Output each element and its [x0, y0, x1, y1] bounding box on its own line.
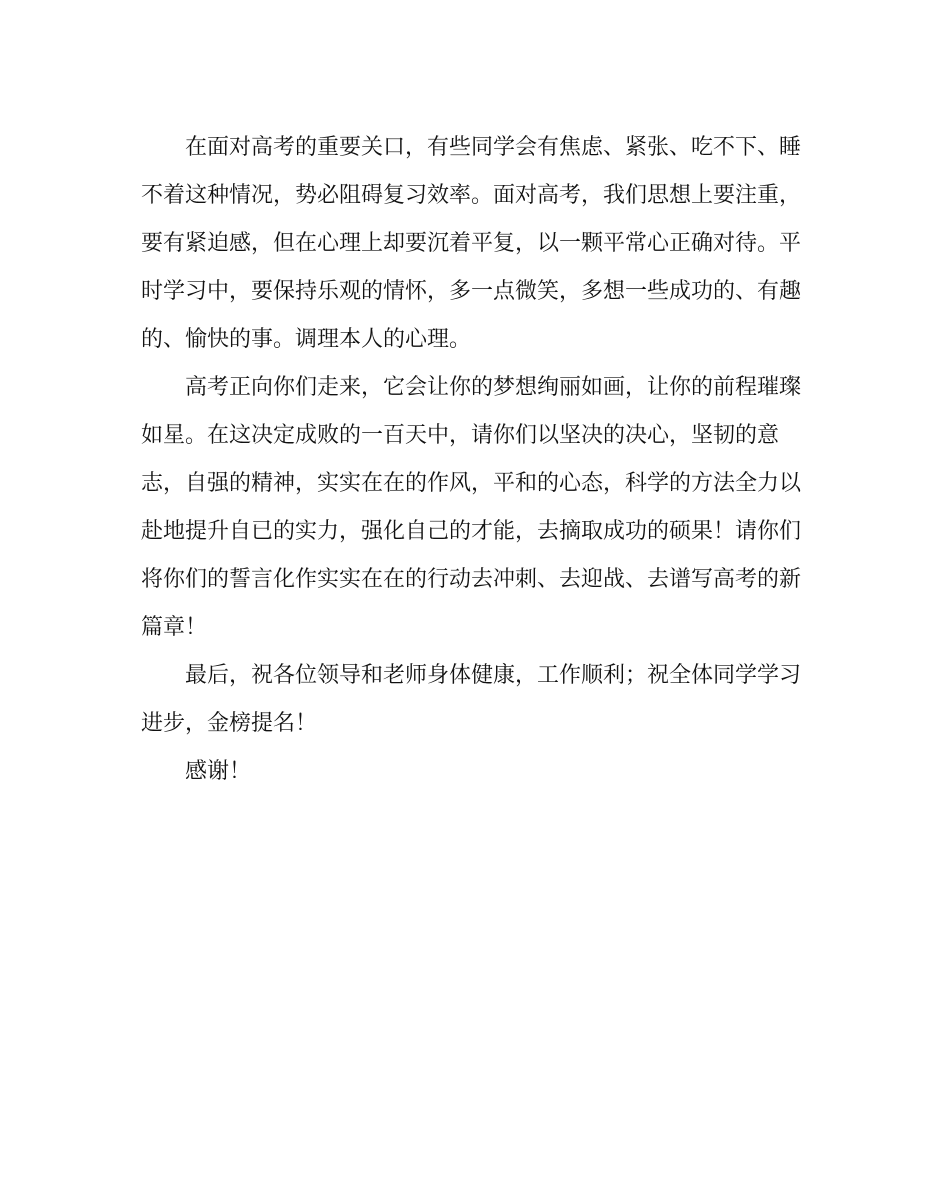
paragraph-line: 如星。在这决定成败的一百天中，请你们以坚决的决心，坚韧的意	[141, 423, 780, 448]
paragraph-line: 高考正向你们走来，它会让你的梦想绚丽如画，让你的前程璀璨	[185, 375, 802, 400]
paragraph-line: 篇章！	[141, 615, 208, 640]
paragraph-3	[141, 652, 801, 748]
paragraph-line: 将你们的誓言化作实实在在的行动去冲刺、去迎战、去谱写高考的新	[141, 567, 802, 592]
paragraph-line: 不着这种情况，势必阻碍复习效率。面对高考，我们思想上要注重，	[141, 183, 802, 208]
paragraph-line: 赴地提升自已的实力，强化自己的才能，去摘取成功的硕果！请你们	[141, 519, 802, 544]
paragraph-1	[141, 124, 801, 364]
paragraph-line: 志，自强的精神，实实在在的作风，平和的心态，科学的方法全力以	[141, 471, 802, 496]
paragraph-4	[141, 748, 801, 796]
paragraph-line: 要有紧迫感，但在心理上却要沉着平复，以一颗平常心正确对待。平	[141, 231, 802, 256]
paragraph-2	[141, 364, 801, 652]
paragraph-line: 在面对高考的重要关口，有些同学会有焦虑、紧张、吃不下、睡	[185, 135, 802, 160]
paragraph-line: 时学习中，要保持乐观的情怀，多一点微笑，多想一些成功的、有趣	[141, 279, 802, 304]
document-body	[141, 124, 801, 796]
paragraph-line: 感谢！	[185, 759, 252, 784]
paragraph-line: 进步，金榜提名！	[141, 711, 318, 736]
paragraph-line: 最后，祝各位领导和老师身体健康，工作顺利；祝全体同学学习	[185, 663, 802, 688]
paragraph-line: 的、愉快的事。调理本人的心理。	[141, 327, 472, 352]
